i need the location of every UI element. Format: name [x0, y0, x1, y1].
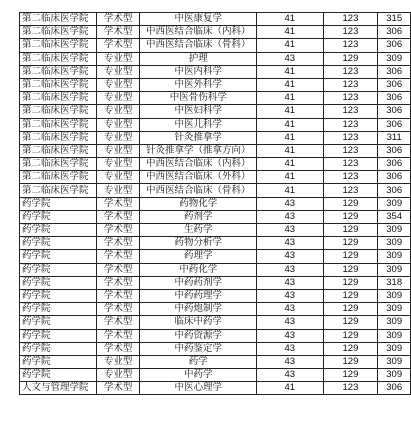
total-score-cell: 309 — [378, 237, 411, 250]
type-cell: 专业型 — [96, 105, 140, 118]
major-cell: 药物化学 — [140, 197, 257, 210]
single-subject-150-cell: 123 — [323, 26, 378, 39]
school-cell: 药学院 — [20, 224, 97, 237]
single-subject-100-cell: 43 — [257, 250, 323, 263]
school-cell: 药学院 — [20, 210, 97, 223]
single-subject-100-cell: 43 — [257, 303, 323, 316]
single-subject-100-cell: 43 — [257, 316, 323, 329]
single-subject-150-cell: 129 — [323, 210, 378, 223]
type-cell: 专业型 — [96, 144, 140, 157]
table-row — [20, 382, 411, 395]
major-cell: 针灸推拿学 — [140, 131, 257, 144]
table-row — [20, 369, 411, 382]
score-table — [19, 12, 411, 395]
single-subject-150-cell: 129 — [323, 52, 378, 65]
table-row — [20, 26, 411, 39]
single-subject-100-cell: 43 — [257, 342, 323, 355]
major-cell: 中医康复学 — [140, 13, 257, 26]
school-cell: 药学院 — [20, 329, 97, 342]
major-cell: 药学 — [140, 355, 257, 368]
type-cell: 学术型 — [96, 382, 140, 395]
total-score-cell: 306 — [378, 184, 411, 197]
table-row — [20, 158, 411, 171]
single-subject-100-cell: 43 — [257, 224, 323, 237]
table-row — [20, 65, 411, 78]
single-subject-150-cell: 123 — [323, 105, 378, 118]
single-subject-150-cell: 129 — [323, 250, 378, 263]
type-cell: 学术型 — [96, 197, 140, 210]
single-subject-100-cell: 43 — [257, 52, 323, 65]
total-score-cell: 309 — [378, 303, 411, 316]
single-subject-100-cell: 43 — [257, 369, 323, 382]
single-subject-150-cell: 123 — [323, 118, 378, 131]
single-subject-100-cell: 43 — [257, 289, 323, 302]
single-subject-100-cell: 43 — [257, 197, 323, 210]
single-subject-150-cell: 123 — [323, 184, 378, 197]
major-cell: 中药化学 — [140, 263, 257, 276]
school-cell: 药学院 — [20, 250, 97, 263]
total-score-cell: 306 — [378, 171, 411, 184]
major-cell: 针灸推拿学（推拿方向） — [140, 144, 257, 157]
school-cell: 第二临床医学院 — [20, 13, 97, 26]
single-subject-150-cell: 123 — [323, 171, 378, 184]
single-subject-150-cell: 123 — [323, 92, 378, 105]
major-cell: 中西医结合临床（外科） — [140, 171, 257, 184]
type-cell: 专业型 — [96, 158, 140, 171]
single-subject-100-cell: 41 — [257, 184, 323, 197]
type-cell: 学术型 — [96, 224, 140, 237]
major-cell: 药理学 — [140, 250, 257, 263]
school-cell: 第二临床医学院 — [20, 118, 97, 131]
table-row — [20, 92, 411, 105]
type-cell: 学术型 — [96, 39, 140, 52]
major-cell: 中药药理学 — [140, 289, 257, 302]
total-score-cell: 306 — [378, 65, 411, 78]
total-score-cell: 311 — [378, 131, 411, 144]
school-cell: 第二临床医学院 — [20, 78, 97, 91]
major-cell: 中西医结合临床（骨科） — [140, 39, 257, 52]
major-cell: 中药鉴定学 — [140, 342, 257, 355]
type-cell: 专业型 — [96, 118, 140, 131]
major-cell: 中西医结合临床（内科） — [140, 158, 257, 171]
type-cell: 学术型 — [96, 263, 140, 276]
single-subject-150-cell: 129 — [323, 342, 378, 355]
table-row — [20, 210, 411, 223]
single-subject-150-cell: 129 — [323, 197, 378, 210]
single-subject-100-cell: 41 — [257, 39, 323, 52]
single-subject-100-cell: 41 — [257, 131, 323, 144]
major-cell: 中西医结合临床（骨科） — [140, 184, 257, 197]
school-cell: 药学院 — [20, 316, 97, 329]
table-row — [20, 303, 411, 316]
major-cell: 中药炮制学 — [140, 303, 257, 316]
school-cell: 第二临床医学院 — [20, 171, 97, 184]
table-row — [20, 224, 411, 237]
table-row — [20, 263, 411, 276]
single-subject-100-cell: 43 — [257, 237, 323, 250]
score-table-container — [19, 12, 411, 395]
type-cell: 学术型 — [96, 237, 140, 250]
table-row — [20, 52, 411, 65]
score-table-body — [20, 13, 411, 395]
single-subject-100-cell: 43 — [257, 263, 323, 276]
school-cell: 药学院 — [20, 197, 97, 210]
table-row — [20, 105, 411, 118]
major-cell: 药物分析学 — [140, 237, 257, 250]
table-row — [20, 118, 411, 131]
single-subject-150-cell: 129 — [323, 237, 378, 250]
type-cell: 专业型 — [96, 184, 140, 197]
total-score-cell: 306 — [378, 382, 411, 395]
total-score-cell: 306 — [378, 158, 411, 171]
major-cell: 中医外科学 — [140, 78, 257, 91]
single-subject-150-cell: 123 — [323, 13, 378, 26]
total-score-cell: 306 — [378, 144, 411, 157]
total-score-cell: 309 — [378, 329, 411, 342]
single-subject-100-cell: 41 — [257, 13, 323, 26]
school-cell: 第二临床医学院 — [20, 144, 97, 157]
single-subject-150-cell: 123 — [323, 158, 378, 171]
single-subject-150-cell: 123 — [323, 65, 378, 78]
table-row — [20, 276, 411, 289]
total-score-cell: 306 — [378, 78, 411, 91]
total-score-cell: 309 — [378, 289, 411, 302]
total-score-cell: 306 — [378, 26, 411, 39]
single-subject-150-cell: 129 — [323, 224, 378, 237]
total-score-cell: 306 — [378, 92, 411, 105]
major-cell: 护理 — [140, 52, 257, 65]
table-row — [20, 78, 411, 91]
table-row — [20, 250, 411, 263]
single-subject-150-cell: 129 — [323, 289, 378, 302]
major-cell: 中药药剂学 — [140, 276, 257, 289]
school-cell: 第二临床医学院 — [20, 92, 97, 105]
school-cell: 药学院 — [20, 263, 97, 276]
single-subject-150-cell: 129 — [323, 369, 378, 382]
school-cell: 第二临床医学院 — [20, 52, 97, 65]
type-cell: 专业型 — [96, 92, 140, 105]
single-subject-150-cell: 129 — [323, 276, 378, 289]
major-cell: 中药学 — [140, 369, 257, 382]
major-cell: 中医妇科学 — [140, 105, 257, 118]
table-row — [20, 289, 411, 302]
total-score-cell: 306 — [378, 105, 411, 118]
type-cell: 学术型 — [96, 250, 140, 263]
school-cell: 药学院 — [20, 276, 97, 289]
single-subject-100-cell: 43 — [257, 355, 323, 368]
type-cell: 专业型 — [96, 369, 140, 382]
table-row — [20, 342, 411, 355]
type-cell: 学术型 — [96, 13, 140, 26]
total-score-cell: 309 — [378, 316, 411, 329]
table-row — [20, 316, 411, 329]
school-cell: 药学院 — [20, 303, 97, 316]
total-score-cell: 306 — [378, 118, 411, 131]
total-score-cell: 309 — [378, 197, 411, 210]
school-cell: 第二临床医学院 — [20, 39, 97, 52]
single-subject-100-cell: 41 — [257, 105, 323, 118]
single-subject-100-cell: 43 — [257, 329, 323, 342]
table-row — [20, 329, 411, 342]
type-cell: 专业型 — [96, 355, 140, 368]
major-cell: 临床中药学 — [140, 316, 257, 329]
table-row — [20, 184, 411, 197]
table-row — [20, 144, 411, 157]
single-subject-100-cell: 41 — [257, 382, 323, 395]
total-score-cell: 309 — [378, 250, 411, 263]
single-subject-100-cell: 41 — [257, 26, 323, 39]
single-subject-100-cell: 41 — [257, 144, 323, 157]
total-score-cell: 306 — [378, 39, 411, 52]
single-subject-100-cell: 43 — [257, 276, 323, 289]
table-row — [20, 171, 411, 184]
type-cell: 学术型 — [96, 210, 140, 223]
type-cell: 专业型 — [96, 52, 140, 65]
school-cell: 药学院 — [20, 369, 97, 382]
school-cell: 第二临床医学院 — [20, 105, 97, 118]
single-subject-100-cell: 41 — [257, 78, 323, 91]
type-cell: 学术型 — [96, 276, 140, 289]
total-score-cell: 318 — [378, 276, 411, 289]
school-cell: 第二临床医学院 — [20, 184, 97, 197]
total-score-cell: 309 — [378, 369, 411, 382]
single-subject-150-cell: 129 — [323, 316, 378, 329]
major-cell: 中医儿科学 — [140, 118, 257, 131]
school-cell: 第二临床医学院 — [20, 158, 97, 171]
major-cell: 中医内科学 — [140, 65, 257, 78]
total-score-cell: 309 — [378, 342, 411, 355]
school-cell: 第二临床医学院 — [20, 65, 97, 78]
type-cell: 学术型 — [96, 303, 140, 316]
total-score-cell: 309 — [378, 52, 411, 65]
single-subject-150-cell: 123 — [323, 382, 378, 395]
type-cell: 专业型 — [96, 78, 140, 91]
table-row — [20, 197, 411, 210]
single-subject-100-cell: 41 — [257, 171, 323, 184]
single-subject-100-cell: 41 — [257, 92, 323, 105]
single-subject-100-cell: 41 — [257, 65, 323, 78]
school-cell: 药学院 — [20, 237, 97, 250]
total-score-cell: 315 — [378, 13, 411, 26]
school-cell: 药学院 — [20, 355, 97, 368]
major-cell: 药剂学 — [140, 210, 257, 223]
major-cell: 生药学 — [140, 224, 257, 237]
total-score-cell: 309 — [378, 224, 411, 237]
major-cell: 中医骨伤科学 — [140, 92, 257, 105]
type-cell: 学术型 — [96, 316, 140, 329]
school-cell: 药学院 — [20, 342, 97, 355]
table-row — [20, 131, 411, 144]
single-subject-150-cell: 129 — [323, 263, 378, 276]
single-subject-150-cell: 123 — [323, 144, 378, 157]
table-row — [20, 355, 411, 368]
school-cell: 人文与管理学院 — [20, 382, 97, 395]
total-score-cell: 309 — [378, 263, 411, 276]
single-subject-150-cell: 129 — [323, 355, 378, 368]
school-cell: 第二临床医学院 — [20, 131, 97, 144]
total-score-cell: 309 — [378, 355, 411, 368]
type-cell: 学术型 — [96, 329, 140, 342]
table-row — [20, 39, 411, 52]
school-cell: 第二临床医学院 — [20, 26, 97, 39]
type-cell: 学术型 — [96, 289, 140, 302]
total-score-cell: 354 — [378, 210, 411, 223]
type-cell: 学术型 — [96, 342, 140, 355]
school-cell: 药学院 — [20, 289, 97, 302]
single-subject-100-cell: 43 — [257, 210, 323, 223]
type-cell: 专业型 — [96, 131, 140, 144]
single-subject-150-cell: 129 — [323, 329, 378, 342]
single-subject-100-cell: 41 — [257, 118, 323, 131]
table-row — [20, 237, 411, 250]
type-cell: 专业型 — [96, 171, 140, 184]
single-subject-150-cell: 123 — [323, 131, 378, 144]
major-cell: 中药资源学 — [140, 329, 257, 342]
single-subject-150-cell: 123 — [323, 78, 378, 91]
single-subject-150-cell: 129 — [323, 303, 378, 316]
single-subject-150-cell: 123 — [323, 39, 378, 52]
type-cell: 专业型 — [96, 65, 140, 78]
major-cell: 中医心理学 — [140, 382, 257, 395]
single-subject-100-cell: 41 — [257, 158, 323, 171]
major-cell: 中西医结合临床（内科） — [140, 26, 257, 39]
table-row — [20, 13, 411, 26]
type-cell: 学术型 — [96, 26, 140, 39]
